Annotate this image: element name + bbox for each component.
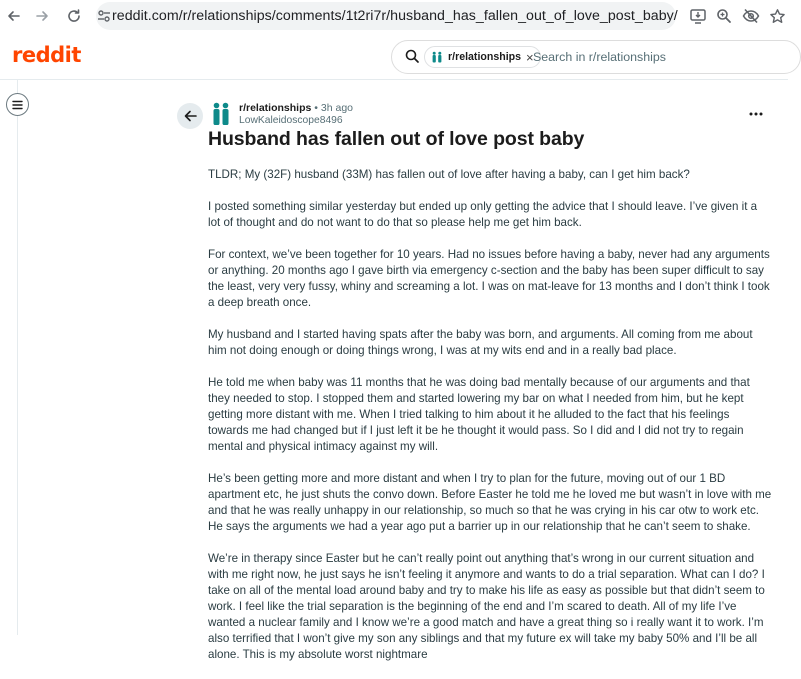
post-body	[208, 167, 772, 679]
post-paragraph: My husband and I started having spats after the baby was born, and arguments. All coming from me about him not doing enough or doing things wrong, I was at my wits end and in a really bad place.	[208, 328, 753, 357]
zoom-icon[interactable]	[714, 6, 734, 26]
install-app-icon[interactable]	[688, 6, 708, 26]
sidebar-divider	[17, 80, 18, 635]
post-paragraph: We’re in therapy since Easter but he can’t really point out anything that’s wrong in our current situation and with me right now, he just says he isn’t feeling it anymore and wants to do a trial separation. What can I do? I take on all of the mental load around baby and try to make his life as easy as possible but that didn’t seem to work. I feel like the trial separation is the beginning of the end and I’m scared to death. All of my life I’ve wanted a nuclear family and I know we’re a good match and have a great thing so i really want it to work. I’m also terrified that I won’t give my son any siblings and that my future ex will take my baby 50% and I’ll be all alone. This is my absolute worst nightmare	[208, 552, 765, 661]
url-text	[112, 8, 678, 24]
subreddit-search-chip[interactable]	[424, 46, 541, 68]
post-paragraph: TLDR; My (32F) husband (33M) has fallen out of love after having a baby, can I get him back?	[208, 168, 690, 181]
site-header	[0, 32, 788, 80]
search-bar[interactable]	[391, 40, 801, 74]
back-arrow-icon[interactable]	[4, 6, 24, 26]
chip-close-icon[interactable]: ×	[526, 49, 534, 65]
more-options-icon[interactable]	[745, 104, 767, 124]
post-paragraph: For context, we’ve been together for 10 years. Had no issues before having a baby, never had any arguments or anything. 20 months ago I gave birth via emergency c-section and the baby has been super difficult to say the least, very very fussy, whiny and screaming a lot. I was on mat-leave for 13 months and I don’t think I took a deep breath once.	[208, 248, 770, 309]
search-input[interactable]: Search in r/relationships	[533, 50, 666, 64]
back-button[interactable]	[177, 103, 203, 129]
post-meta	[239, 102, 353, 127]
browser-toolbar	[0, 0, 788, 32]
arrow-left-icon	[184, 110, 197, 122]
subreddit-icon	[431, 51, 443, 63]
subreddit-link[interactable]: r/relationships	[239, 102, 312, 114]
post-paragraph: He told me when baby was 11 months that he was doing bad mentally because of our arguments and that they needed to stop. I stopped them and started lowering my bar on what I needed from him, but he kept getting more distant with me. When I tried talking to him about it he alluded to the fact that his feelings towards me had changed but if I just left it be he thought it would pass. So I did and I did not try to regain mental and physical intimacy against my will.	[208, 376, 750, 453]
author-link[interactable]: LowKaleidoscope8496	[239, 115, 343, 126]
chip-label: r/relationships	[448, 51, 521, 63]
post-title: Husband has fallen out of love post baby	[208, 128, 585, 150]
eye-off-icon[interactable]	[741, 6, 761, 26]
bookmark-star-icon[interactable]	[767, 6, 787, 26]
menu-icon[interactable]	[6, 93, 29, 116]
reddit-logo[interactable]: reddit	[12, 43, 81, 67]
site-settings-icon[interactable]	[96, 8, 112, 24]
post-paragraph: I posted something similar yesterday but ended up only getting the advice that I should leave. I’ve given it a lot of thought and do not want to do that so please help me get him back.	[208, 200, 758, 229]
url-domain: reddit.com	[112, 8, 179, 24]
meta-separator: •	[314, 102, 318, 114]
search-icon	[405, 49, 420, 69]
address-bar[interactable]	[96, 2, 676, 30]
subreddit-avatar[interactable]	[210, 101, 232, 127]
reload-icon[interactable]	[64, 6, 84, 26]
forward-arrow-icon[interactable]	[32, 6, 52, 26]
post-paragraph: He’s been getting more and more distant and when I try to plan for the future, moving out of our 1 BD apartment etc, he just shuts the convo down. Before Easter he told me he loved me but wasn’t in love with me and that he was really unhappy in our relationship, so much so that he was crying in his car otw to work etc. He says the arguments we had a year ago put a barrier up in our relationship that he can’t seem to shake.	[208, 472, 772, 533]
post-time: 3h ago	[320, 102, 354, 114]
url-path: /r/relationships/comments/1t2ri7r/husband_has_fallen_out_of_love_post_baby/	[178, 8, 678, 24]
